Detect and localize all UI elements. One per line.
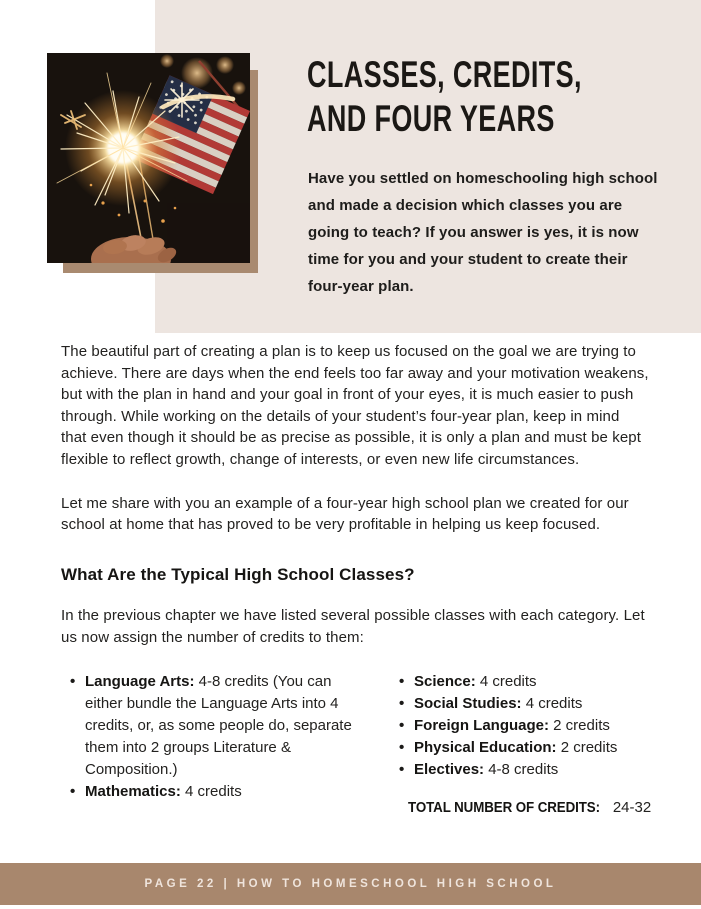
- list-item: [414, 693, 649, 715]
- list-item: [414, 737, 649, 759]
- credits-bullet-lists: [61, 671, 652, 820]
- list-item: [85, 781, 360, 803]
- body-paragraph-1: The beautiful part of creating a plan is to keep us focused on the goal we are trying to achieve. There are days when the end feels too far away and your motivation weakens, but with the plan in hand and your goal in front of your eyes, it is much easier to push through. While working on the details of your student’s four-year plan, keep in mind that even though it should be as precise as possible, it is only a plan and must be kept flexible to reflect growth, change of interests, or even new life circumstances.: [61, 343, 649, 468]
- body-paragraph-3: In the previous chapter we have listed several possible classes with each category. Let us now assign the number of credits to them:: [61, 607, 645, 646]
- bullet-desc: 2 credits: [556, 738, 618, 756]
- bullet-desc: 4 credits: [180, 782, 242, 800]
- main-content: [61, 341, 652, 819]
- bullet-term: Physical Education:: [414, 738, 557, 756]
- page-title-line1: CLASSES, CREDITS,: [307, 54, 582, 95]
- list-item: [414, 759, 649, 781]
- page-title-line2: AND FOUR YEARS: [307, 98, 555, 139]
- list-item: [414, 671, 649, 693]
- bullet-desc: 4-8 credits (You can either bundle the Language Arts into 4 credits, or, as some people do, separate them into 2 groups Literature & Composition.): [85, 672, 352, 778]
- footer-text: PAGE 22 | HOW TO HOMESCHOOL HIGH SCHOOL: [144, 878, 557, 890]
- bullet-term: Mathematics:: [85, 782, 181, 800]
- bullet-desc: 4 credits: [475, 672, 537, 690]
- list-item: [414, 715, 649, 737]
- bullet-term: Foreign Language:: [414, 716, 549, 734]
- body-paragraph-2: Let me share with you an example of a four-year high school plan we created for our school at home that has proved to be very profitable in helping us keep focused.: [61, 494, 629, 534]
- section-heading: What Are the Typical High School Classes?: [61, 564, 415, 584]
- bullet-term: Language Arts:: [85, 672, 195, 690]
- bullet-column-left: [61, 671, 360, 803]
- total-credits-value: 24-32: [612, 798, 652, 816]
- page-footer: [0, 863, 701, 905]
- bullet-desc: 4 credits: [521, 694, 583, 712]
- bullet-column-right: [390, 671, 652, 820]
- bullet-desc: 2 credits: [549, 716, 610, 734]
- intro-paragraph: Have you settled on homeschooling high school and made a decision which classes you are going to teach? If you answer is yes, it is now time for you and your student to create their four-year plan.: [308, 170, 658, 295]
- list-item: [85, 671, 360, 781]
- bullet-term: Social Studies:: [414, 694, 522, 712]
- total-credits-line: [408, 797, 652, 820]
- bullet-desc: 4-8 credits: [484, 760, 559, 778]
- bullet-term: Science:: [414, 672, 476, 690]
- total-credits-label: TOTAL NUMBER OF CREDITS:: [408, 799, 600, 816]
- sparkler-flag-photo: [47, 53, 250, 263]
- page-title: [307, 53, 684, 141]
- sparkler-flag-illustration: [47, 53, 250, 263]
- bullet-term: Electives:: [414, 760, 485, 778]
